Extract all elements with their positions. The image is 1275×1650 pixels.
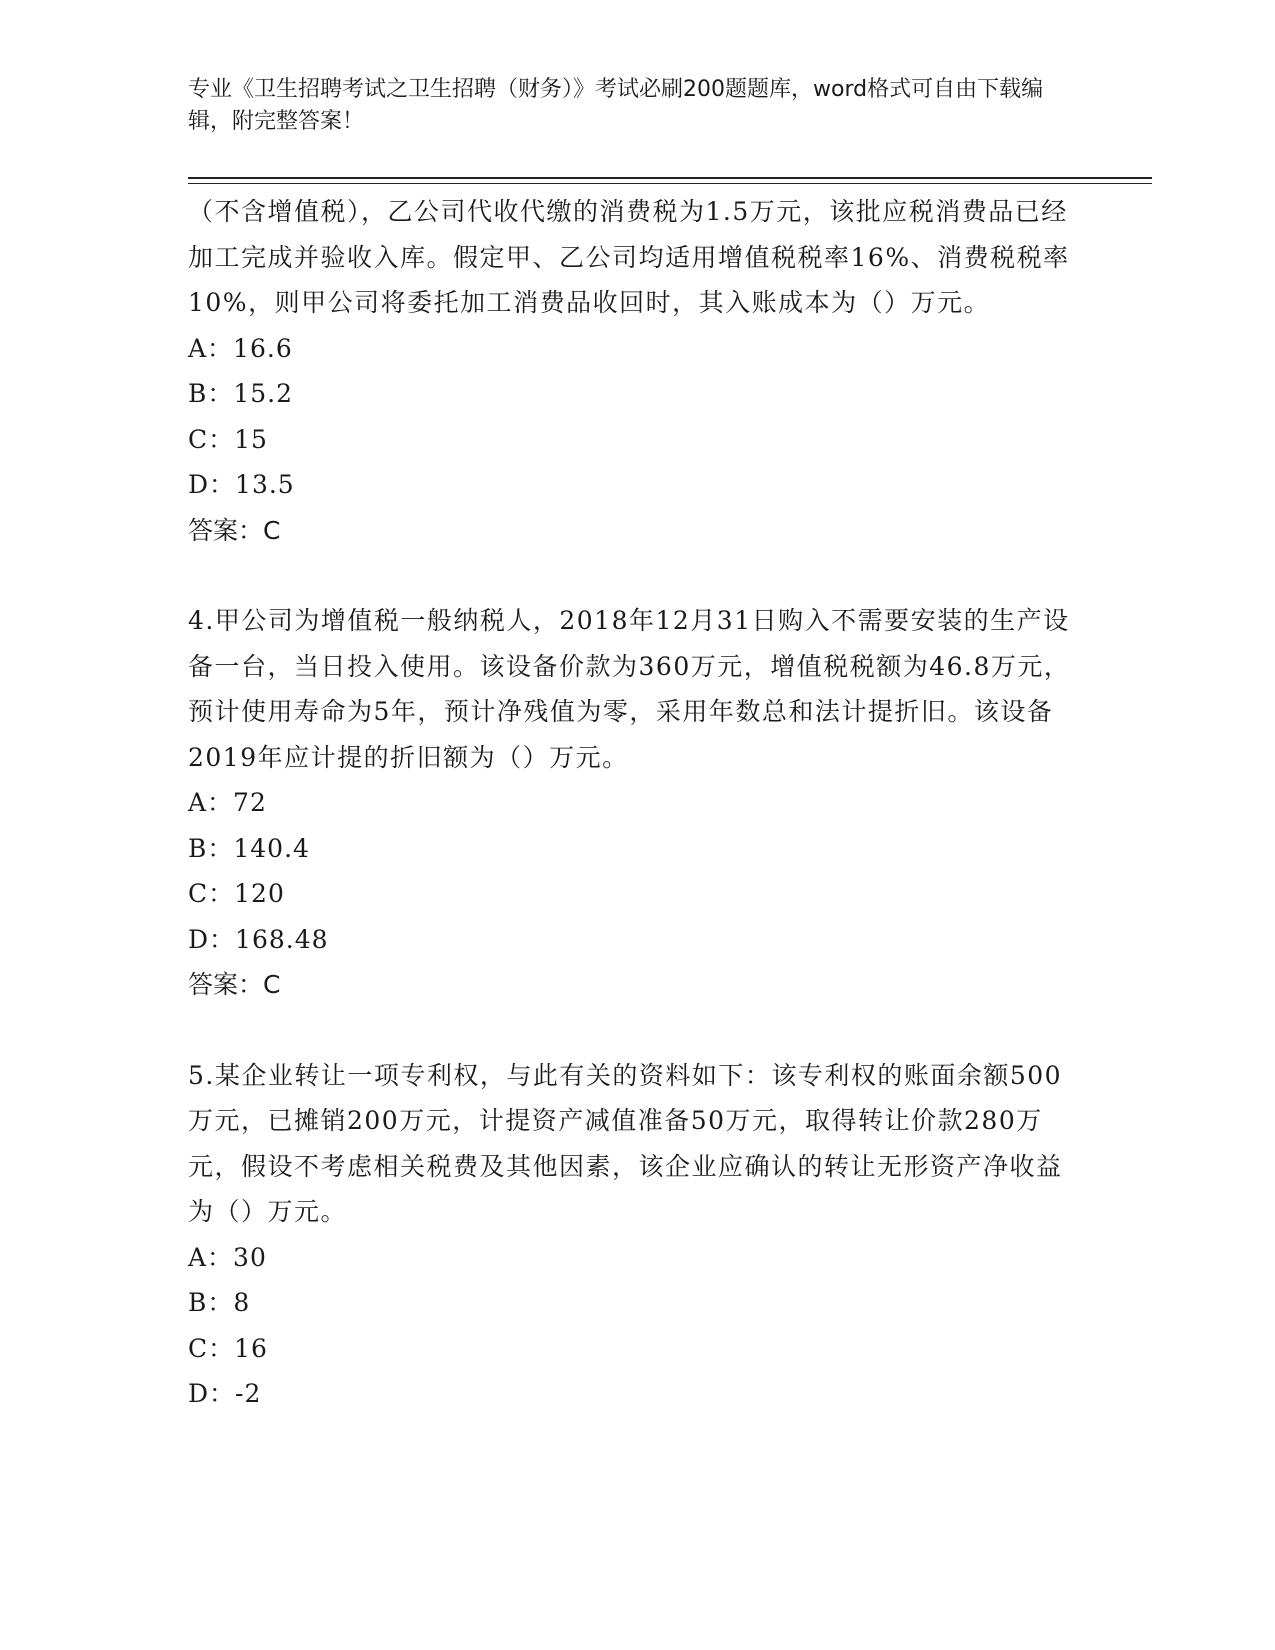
question-text: （不含增值税），乙公司代收代缴的消费税为1.5万元，该批应税消费品已经加工完成并验收入库。假定甲、乙公司均适用增值税税率16%、消费税税率10%，则甲公司将委托加工消费品收回时，其入账成本为（）万元。 [188,197,1070,317]
header-divider-thick [188,177,1152,179]
option-a: A：16.6 [188,333,293,363]
question-list [188,189,1088,1417]
option-d: D：-2 [188,1379,262,1408]
option-c: C：15 [188,424,268,454]
option-d: D：13.5 [188,470,295,499]
option-b: B：140.4 [188,833,310,863]
option-d: D：168.48 [188,924,329,954]
answer-label: 答案：C [188,970,281,999]
option-c: C：16 [188,1333,268,1363]
spacer [188,553,1088,598]
option-a: A：30 [188,1242,267,1272]
answer-label: 答案：C [188,515,281,545]
question-text: 5.某企业转让一项专利权，与此有关的资料如下：该专利权的账面余额500万元，已摊销200万元，计提资产减值准备50万元，取得转让价款280万元，假设不考虑相关税费及其他因素，该企业应确认的转让无形资产净收益为（）万元。 [188,1060,1063,1226]
option-b: B：15.2 [188,379,294,408]
spacer [188,1008,1088,1053]
question-block [188,598,1088,1008]
option-c: C：120 [188,879,285,908]
option-b: B：8 [188,1288,251,1317]
header-divider-thin [188,183,1152,184]
question-block [188,189,1088,553]
page-header: 专业《卫生招聘考试之卫生招聘（财务）》考试必刷200题题库，word格式可自由下载编辑，附完整答案！ [188,77,1044,134]
question-block [188,1053,1088,1417]
question-text: 4.甲公司为增值税一般纳税人，2018年12月31日购入不需要安装的生产设备一台，当日投入使用。该设备价款为360万元，增值税税额为46.8万元，预计使用寿命为5年，预计净残值为零，采用年数总和法计提折旧。该设备2019年应计提的折旧额为（）万元。 [188,606,1071,772]
option-a: A：72 [188,788,267,817]
